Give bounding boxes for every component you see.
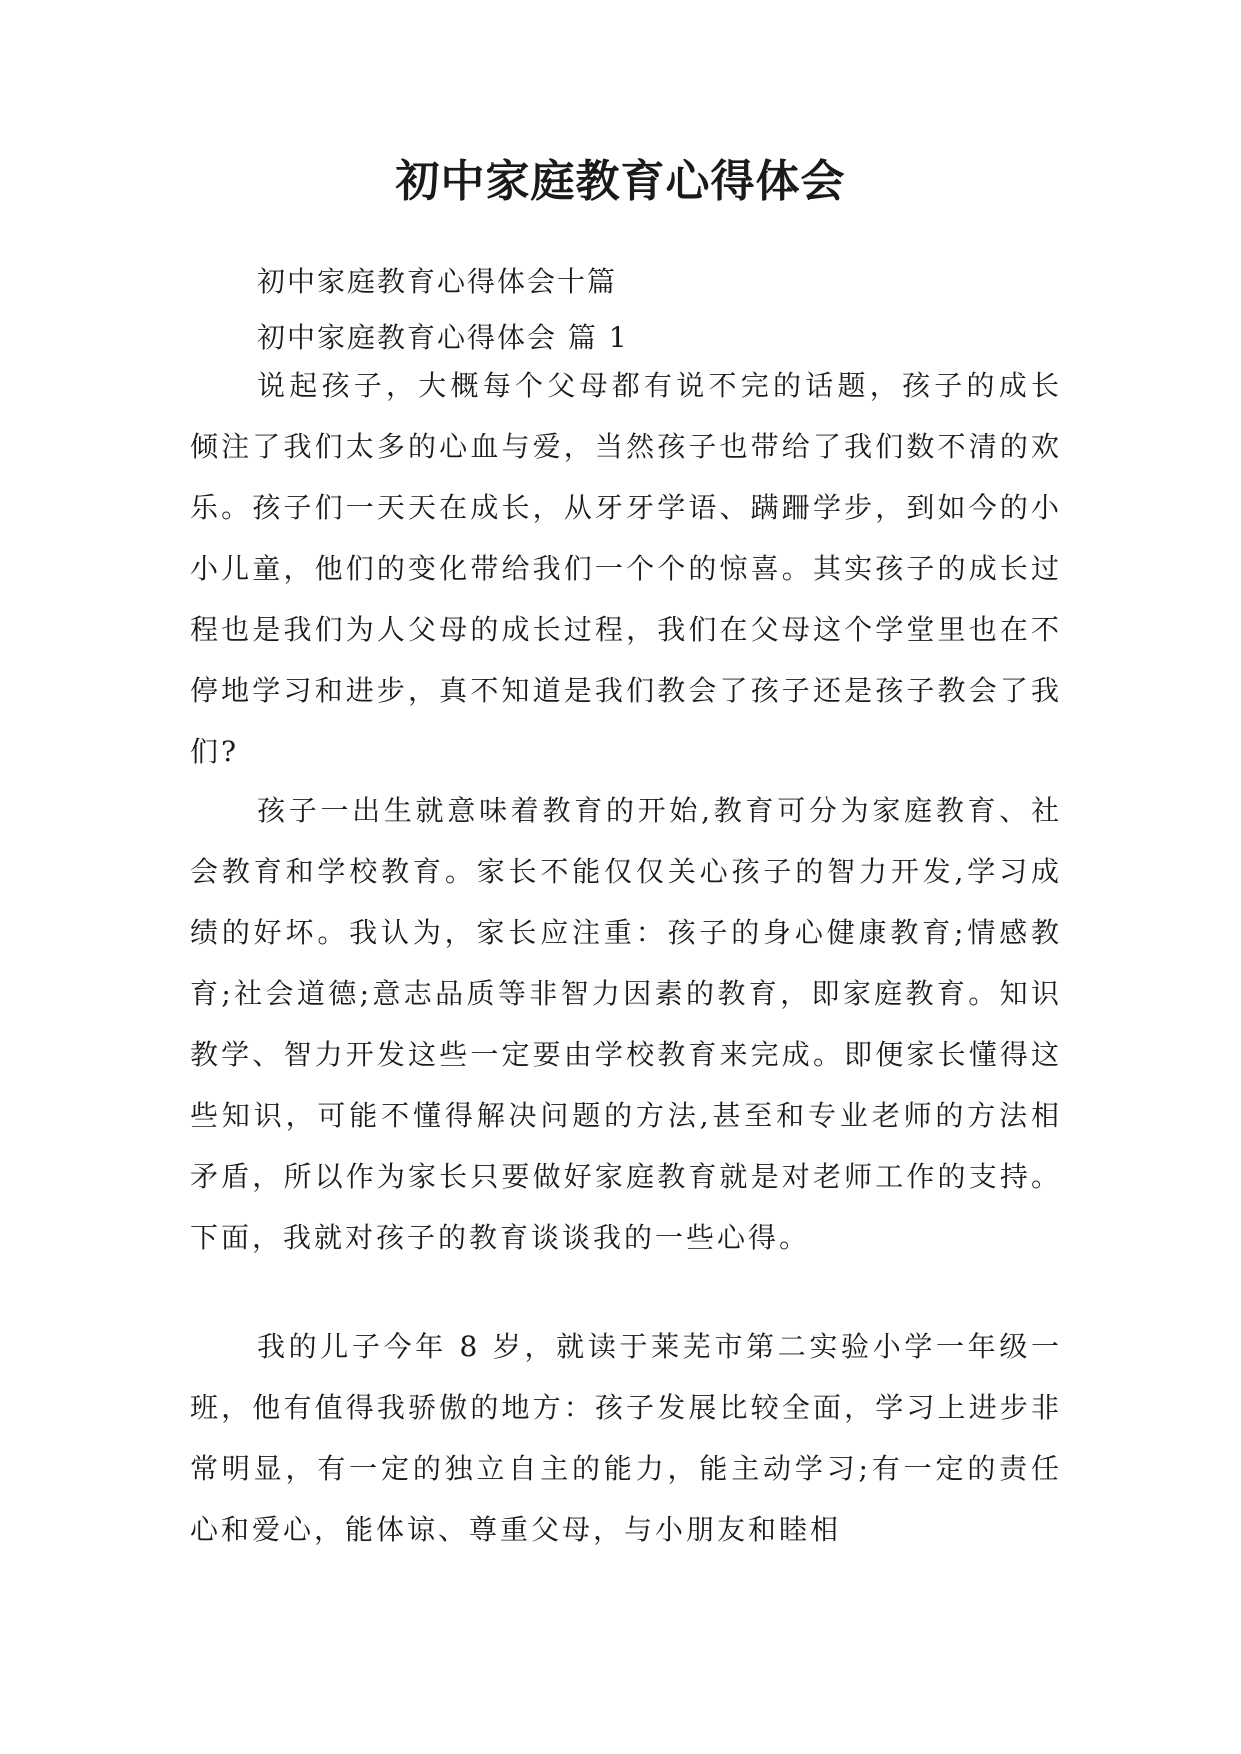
- document-subtitle: 初中家庭教育心得体会十篇: [257, 265, 618, 298]
- paragraph: 孩子一出生就意味着教育的开始,教育可分为家庭教育、社会教育和学校教育。家长不能仅仅关心孩子的智力开发,学习成绩的好坏。我认为，家长应注重：孩子的身心健康教育;情感教育;社会道德;意志品质等非智力因素的教育，即家庭教育。知识教学、智力开发这些一定要由学校教育来完成。即便家长懂得这些知识，可能不懂得解决问题的方法,甚至和专业老师的方法相矛盾，所以作为家长只要做好家庭教育就是对老师工作的支持。下面，我就对孩子的教育谈谈我的一些心得。: [190, 794, 1062, 1254]
- paragraph: 我的儿子今年 8 岁，就读于莱芜市第二实验小学一年级一班，他有值得我骄傲的地方：孩子发展比较全面，学习上进步非常明显，有一定的独立自主的能力，能主动学习;有一定的责任心和爱心，能体谅、尊重父母，与小朋友和睦相: [190, 1330, 1062, 1546]
- paragraph: 说起孩子，大概每个父母都有说不完的话题，孩子的成长倾注了我们太多的心血与爱，当然孩子也带给了我们数不清的欢乐。孩子们一天天在成长，从牙牙学语、蹒跚学步，到如今的小小儿童，他们的变化带给我们一个个的惊喜。其实孩子的成长过程也是我们为人父母的成长过程，我们在父母这个学堂里也在不停地学习和进步，真不知道是我们教会了孩子还是孩子教会了我们?: [190, 369, 1062, 768]
- document-title: 初中家庭教育心得体会: [395, 156, 846, 207]
- section-heading: 初中家庭教育心得体会 篇 1: [257, 321, 629, 354]
